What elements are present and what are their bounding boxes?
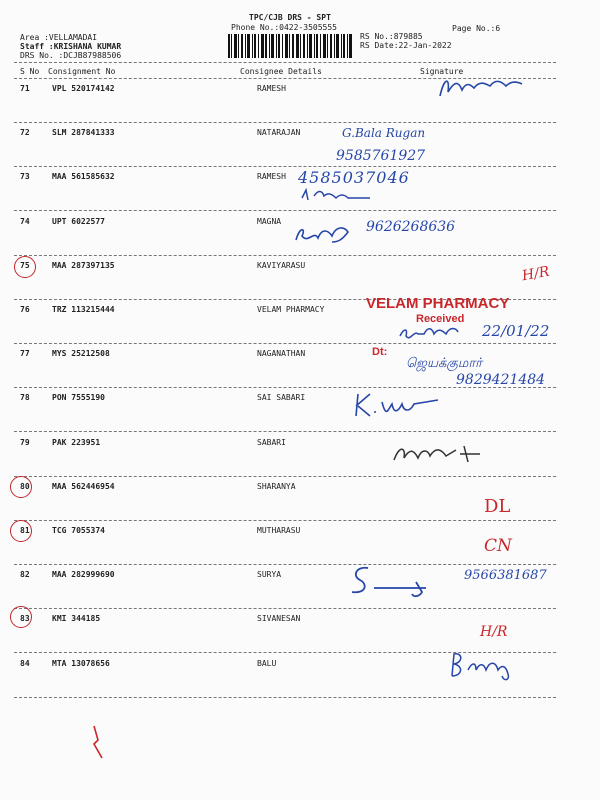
signature-76 — [396, 322, 476, 346]
mark-80-dl: DL — [484, 496, 511, 517]
mark-75-hr: H/R — [520, 263, 551, 285]
row-consignee: SHARANYA — [257, 482, 296, 491]
signature-78 — [352, 390, 442, 422]
area-label: Area :VELLAMADAI — [20, 33, 98, 42]
col-consignment: Consignment No — [48, 67, 116, 76]
row-sno: 82 — [20, 570, 30, 579]
handwriting-72-name: G.Bala Rugan — [342, 126, 426, 140]
stamp-received: Received — [416, 313, 465, 325]
row-consignee: VELAM PHARMACY — [257, 305, 325, 314]
row-divider — [14, 697, 556, 698]
row-divider — [14, 520, 556, 521]
row-divider — [14, 122, 556, 123]
barcode-icon — [228, 34, 352, 58]
row-divider — [14, 166, 556, 167]
row-sno: 73 — [20, 172, 30, 181]
rs-number: RS No.:879885 — [360, 32, 423, 41]
header-divider-top — [14, 62, 556, 63]
row-sno: 77 — [20, 349, 30, 358]
row-consignment: MYS 25212508 — [52, 349, 110, 358]
row-consignment: TRZ 113215444 — [52, 305, 115, 314]
row-sno: 80 — [20, 482, 30, 491]
row-consignee: NATARAJAN — [257, 128, 301, 137]
handwriting-77-tamil: ஜெயக்குமார் — [406, 356, 482, 371]
row-divider — [14, 431, 556, 432]
doc-title: TPC/CJB DRS - SPT — [249, 13, 331, 22]
row-sno: 81 — [20, 526, 30, 535]
signature-74 — [292, 222, 354, 250]
page-number: Page No.:6 — [452, 24, 501, 33]
row-sno: 71 — [20, 84, 30, 93]
signature-84 — [446, 648, 522, 684]
row-sno: 76 — [20, 305, 30, 314]
handwriting-73-phone: 4585037046 — [298, 168, 410, 187]
row-consignee: RAMESH — [257, 84, 286, 93]
drs-number: DRS No. :DCJB87988506 — [20, 51, 122, 60]
handwriting-74-phone: 9626268636 — [366, 219, 456, 235]
handwriting-82-phone: 9566381687 — [464, 568, 547, 583]
signature-71 — [436, 72, 526, 102]
mark-81-cn: CN — [484, 536, 512, 556]
row-consignment: KMI 344185 — [52, 614, 101, 623]
row-divider — [14, 564, 556, 565]
row-consignment: SLM 287841333 — [52, 128, 115, 137]
row-sno: 72 — [20, 128, 30, 137]
row-consignment: PON 7555190 — [52, 393, 105, 402]
staff-label: Staff :KRISHANA KUMAR — [20, 42, 122, 51]
stray-red-mark — [90, 722, 106, 762]
row-sno: 78 — [20, 393, 30, 402]
row-sno: 74 — [20, 217, 30, 226]
row-sno: 83 — [20, 614, 30, 623]
row-sno: 75 — [20, 261, 30, 270]
col-sno: S No — [20, 67, 40, 76]
row-consignment: UPT 6022577 — [52, 217, 105, 226]
red-circle-81 — [10, 520, 32, 542]
mark-83-hr: H/R — [480, 624, 508, 640]
rs-date: RS Date:22-Jan-2022 — [360, 41, 452, 50]
col-consignee: Consignee Details — [240, 67, 322, 76]
row-consignee: KAVIYARASU — [257, 261, 306, 270]
row-sno: 84 — [20, 659, 30, 668]
stamp-name: VELAM PHARMACY — [366, 295, 510, 312]
row-consignment: VPL 520174142 — [52, 84, 115, 93]
col-signature: Signature — [420, 67, 464, 76]
red-circle-75 — [14, 256, 36, 278]
row-consignment: MAA 282999690 — [52, 570, 115, 579]
row-consignment: MAA 562446954 — [52, 482, 115, 491]
handwriting-77-phone: 9829421484 — [456, 372, 546, 388]
row-divider — [14, 255, 556, 256]
red-circle-80 — [10, 476, 32, 498]
row-consignment: MAA 287397135 — [52, 261, 115, 270]
row-consignment: PAK 223951 — [52, 438, 101, 447]
row-consignee: MAGNA — [257, 217, 282, 226]
red-circle-83 — [10, 606, 32, 628]
handwriting-76-date: 22/01/22 — [482, 322, 550, 340]
row-consignee: SAI SABARI — [257, 393, 306, 402]
row-consignment: TCG 7055374 — [52, 526, 105, 535]
signature-79 — [390, 440, 490, 468]
row-sno: 79 — [20, 438, 30, 447]
row-consignee: SURYA — [257, 570, 282, 579]
row-divider — [14, 210, 556, 211]
row-consignment: MAA 561585632 — [52, 172, 115, 181]
signature-82 — [346, 562, 446, 602]
row-consignee: SIVANESAN — [257, 614, 301, 623]
row-consignee: SABARI — [257, 438, 286, 447]
row-divider — [14, 476, 556, 477]
row-consignee: NAGANATHAN — [257, 349, 306, 358]
handwriting-72-phone: 9585761927 — [336, 148, 426, 164]
stamp-dt: Dt: — [372, 346, 388, 358]
row-consignment: MTA 13078656 — [52, 659, 110, 668]
row-divider — [14, 608, 556, 609]
row-consignee: BALU — [257, 659, 277, 668]
row-consignee: RAMESH — [257, 172, 286, 181]
phone-number: Phone No.:0422-3505555 — [231, 23, 337, 32]
row-consignee: MUTHARASU — [257, 526, 301, 535]
signature-73 — [300, 186, 390, 204]
